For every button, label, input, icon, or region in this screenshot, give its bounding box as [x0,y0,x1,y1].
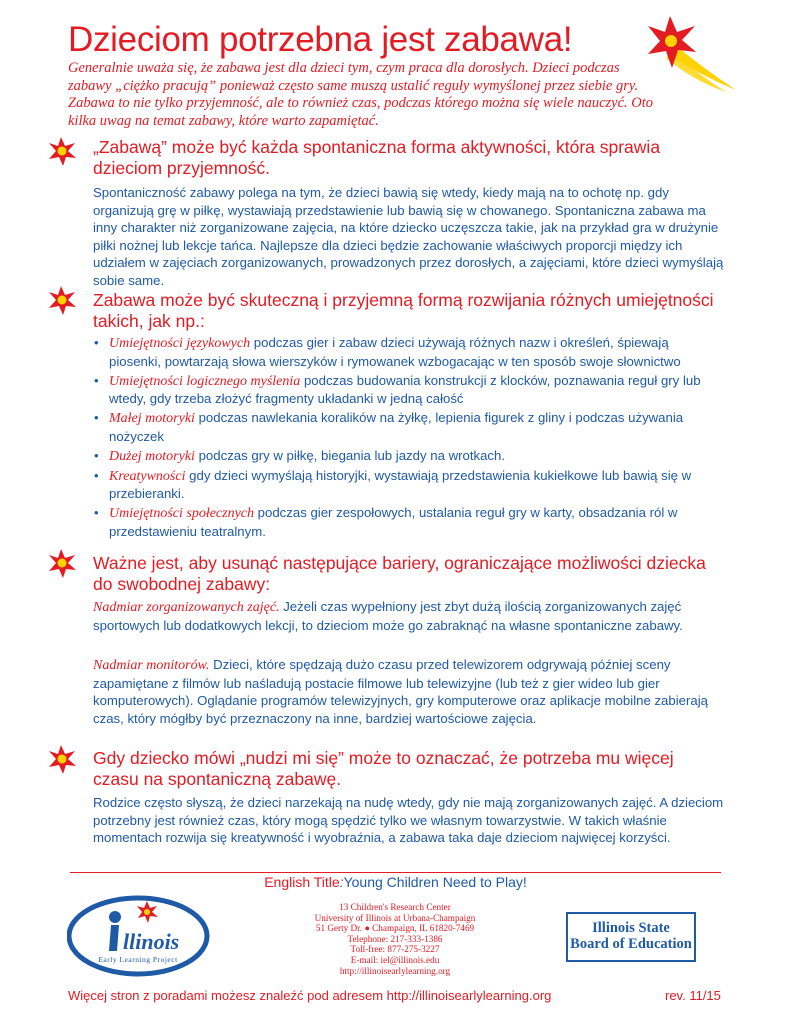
skill-term: Małej motoryki [109,411,195,426]
list-item: • Kreatywności gdy dzieci wymyślają historyjki, wystawiają przedstawienia kukiełkowe lub bawią się w przebieranki. [94,467,692,501]
list-item: • Umiejętności społecznych podczas gier zespołowych, ustalania reguł gry w karty, obsadzania ról w przedstawieniu teatralnym. [94,505,678,539]
skill-text: podczas gry w piłkę, biegania lub jazdy na wrotkach. [194,447,506,463]
skills-list [93,334,723,542]
skill-term: Dużej motoryki [109,448,195,464]
skill-text: podczas nawlekania koralików na żyłkę, lepienia figurek z gliny i podczas używania nożyczek [109,410,684,444]
star-bullet-icon [47,744,77,774]
skill-text: gdy dzieci wymyślają historyjki, wystawiają przedstawienia kukiełkowe lub bawią się w przebieranki. [109,467,692,501]
contact-line: 51 Gerty Dr. ● Champaign, IL 61820-7469 [315,923,475,934]
section-3-paragraph-2 [93,656,725,727]
contact-line: E-mail: iel@illinois.edu [350,954,440,965]
star-bullet-icon [47,285,77,315]
barrier-term: Nadmiar zorganizowanych zajęć. [93,600,280,615]
english-title [0,874,791,890]
skill-term: Kreatywności [109,468,186,484]
english-title-separator: : [339,874,344,890]
logo-subtitle: Early Learning Project [98,955,178,964]
barrier-text: Dzieci, które spędzają dużo czasu przed telewizorem odgrywają później sceny zapamiętane z filmów lub naśladują postacie filmowe lub telewizyjne (lub też z gier wideo lub gier komputerowych). Oglądanie programów telewizyjnych, gry komputerowe oraz aplikacje mobilne zabierają czas, który mógłby być przeznaczony na inne, bardziej wartościowe zajęcia. [93,657,708,726]
section-4-heading: Gdy dziecko mówi „nudzi mi się” może to oznaczać, że potrzeba mu więcej czasu na spontaniczną zabawę. [93,748,674,789]
skill-text: podczas budowania konstrukcji z klocków, poznawania reguł gry lub wtedy, gdy trzeba złożyć fragmenty układanki w jedną całość [109,372,701,406]
revision-label: rev. 11/15 [665,988,721,1003]
english-title-value: Young Children Need to Play! [343,874,527,890]
star-bullet-icon [47,136,77,166]
contact-line: 13 Children's Research Center [339,902,451,912]
barrier-text: Jeżeli czas wypełniony jest zbyt dużą ilością zorganizowanych zajęć sportowych lub dodatkowych lekcji, to dzieciom może go zabraknąć na własne spontaniczne zabawy. [93,599,683,633]
list-item: • Umiejętności językowych podczas gier i zabaw dzieci używają różnych nazw i określeń, śpiewają piosenki, powtarzają słowa wierszyków i rymowanek wzbogacając w ten sposób swoje słownictwo [94,335,681,369]
contact-block [285,902,505,976]
list-item: • Dużej motoryki podczas gry w piłkę, biegania lub jazdy na wrotkach. [94,447,506,464]
list-item: • Umiejętności logicznego myślenia podczas budowania konstrukcji z klocków, poznawania reguł gry lub wtedy, gdy trzeba złożyć fragmenty układanki w jedną całość [94,372,701,406]
more-pages-note: Więcej stron z poradami możesz znaleźć pod adresem http://illinoisearlylearning.org [68,988,552,1003]
section-1-heading: „Zabawą” może być każda spontaniczna forma aktywności, która sprawia dzieciom przyjemność. [93,137,661,178]
barrier-term: Nadmiar monitorów. [93,658,210,673]
contact-line: University of Illinois at Urbana-Champaign [314,912,476,923]
contact-line: http://illinoisearlylearning.org [339,965,451,976]
star-bullet-icon [47,548,77,578]
section-4-body: Rodzice często słyszą, że dzieci narzekają na nudę wtedy, gdy nie mają zorganizowanych zajęć. A dzieciom potrzebny jest również czas, który mogą spędzić tylko we własnym towarzystwie. W takich właśnie momentach rozwija się kreatywność i wyobraźnia, a zabawa taka daje dzieciom najwięcej korzyści. [93,795,724,845]
skill-term: Umiejętności językowych [109,336,251,351]
english-title-label: English Title [264,874,340,890]
contact-line: Telephone: 217-333-1386 [347,933,443,944]
footer-divider [70,872,721,873]
isbe-logo [566,912,696,962]
logo-word: llinois [123,929,180,954]
list-item: • Małej motoryki podczas nawlekania koralików na żyłkę, lepienia figurek z gliny i podczas używania nożyczek [94,410,684,444]
skill-term: Umiejętności logicznego myślenia [109,373,301,389]
section-3-paragraph-1 [93,598,725,634]
skill-text: podczas gier zespołowych, ustalania reguł gry w karty, obsadzania ról w przedstawieniu teatralnym. [109,505,678,539]
skill-text: podczas gier i zabaw dzieci używają różnych nazw i określeń, śpiewają piosenki, powtarzają słowa wierszyków i rymowanek wzbogacając w ten sposób swoje słownictwo [109,335,681,369]
intro-paragraph: Generalnie uważa się, że zabawa jest dla dzieci tym, czym praca dla dorosłych. Dzieci podczas zabawy „ciężko pracują” ponieważ często same muszą ustalić reguły wymyślonej przez siebie gry. Zabawa to nie tylko przyjemność, ale to również czas, podczas którego można się wiele nauczyć. Oto kilka uwag na temat zabawy, które warto zapamiętać. [68,60,654,129]
section-1-body: Spontaniczność zabawy polega na tym, że dzieci bawią się wtedy, kiedy mają na to ochotę np. gdy organizują grę w piłkę, wystawiają przedstawienie lub bawią się w chowanego. Spontaniczna zabawa ma inny charakter niż zorganizowane zajęcia, na które dziecko uczęszcza takie, jak na przykład gra w drużynie piłki nożnej lub lekcje tańca. Najlepsze dla dzieci będzie zachowanie właściwych proporcji między ich udziałem w zajęciach zorganizowanych, prowadzonych przez dorosłych, a zajęciami, które dzieci wymyślają sobie same. [93,185,724,288]
isbe-line-1: Illinois State [592,920,670,936]
section-2-heading: Zabawa może być skuteczną i przyjemną formą rozwijania różnych umiejętności takich, jak np.: [93,290,714,331]
section-3-heading: Ważne jest, aby usunąć następujące bariery, ograniczające możliwości dziecka do swobodnej zabawy: [93,553,706,594]
page-title: Dzieciom potrzebna jest zabawa! [68,20,573,59]
contact-line: Toll-free: 877-275-3227 [350,944,440,955]
isbe-line-2: Board of Education [570,936,692,952]
skill-term: Umiejętności społecznych [109,506,255,521]
iel-logo [67,893,210,977]
